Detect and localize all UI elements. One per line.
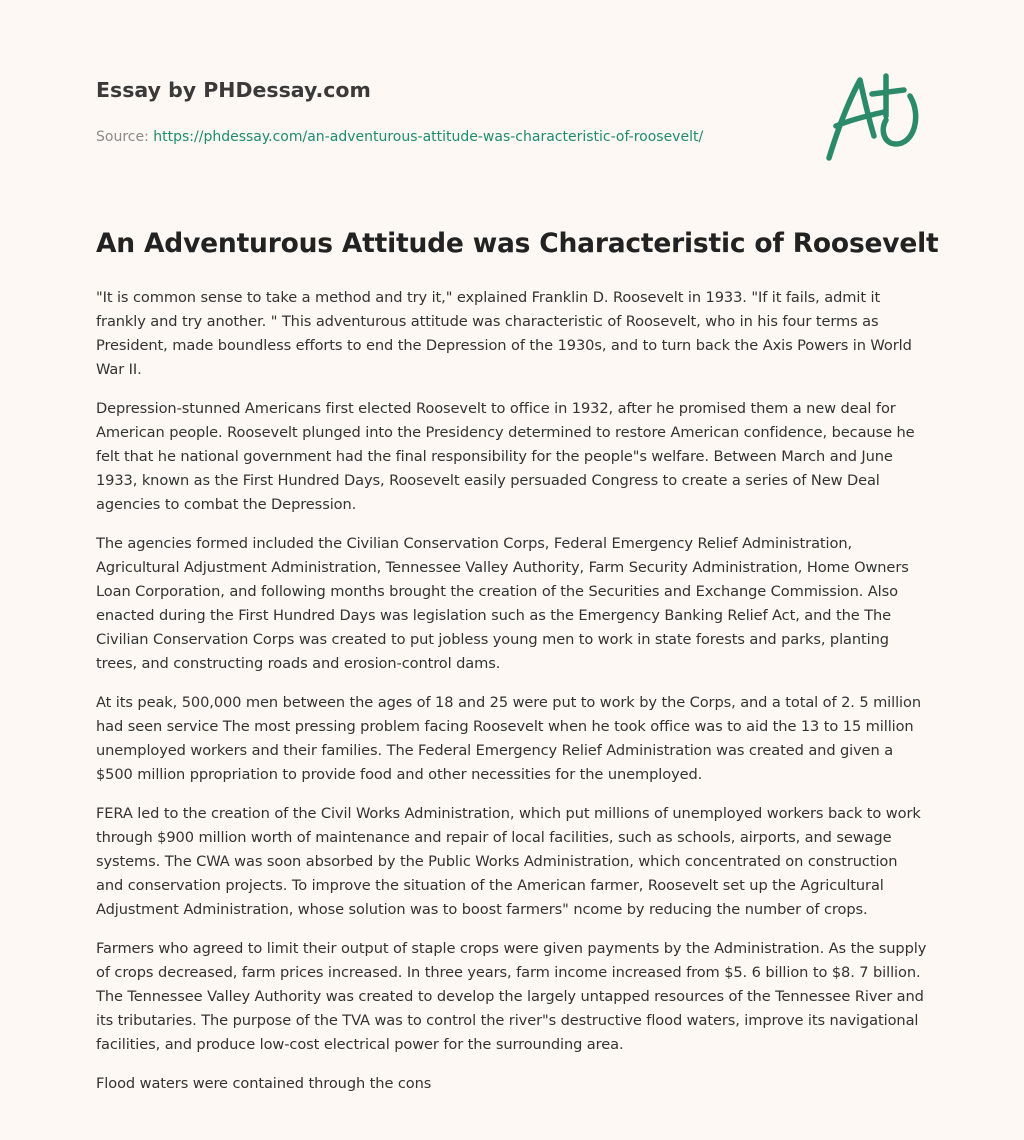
- source-line: [96, 127, 796, 147]
- document-header: [96, 76, 796, 147]
- site-title: Essay by PHDessay.com: [96, 78, 371, 102]
- essay-body: [96, 286, 928, 1111]
- essay-paragraph: "It is common sense to take a method and try it," explained Franklin D. Roosevelt in 1933. "If it fails, admit it frankly and try another. " This adventurous attitude was characteristic of Roosevelt, who in his four terms as President, made boundless efforts to end the Depression of the 1930s, and to turn back the Axis Powers in World War II.: [96, 289, 912, 378]
- essay-paragraph: FERA led to the creation of the Civil Works Administration, which put millions of unemployed workers back to work through $900 million worth of maintenance and repair of local facilities, such as schools, airports, and sewage systems. The CWA was soon absorbed by the Public Works Administration, which concentrated on construction and conservation projects. To improve the situation of the American farmer, Roosevelt set up the Agricultural Adjustment Administration, whose solution was to boost farmers" ncome by reducing the number of crops.: [96, 805, 921, 918]
- essay-paragraph: At its peak, 500,000 men between the ages of 18 and 25 were put to work by the Corps, and a total of 2. 5 million had seen service The most pressing problem facing Roosevelt when he took office was to aid the 13 to 15 million unemployed workers and their families. The Federal Emergency Relief Administration was created and given a $500 million ppropriation to provide food and other necessities for the unemployed.: [96, 694, 921, 783]
- essay-paragraph: The agencies formed included the Civilian Conservation Corps, Federal Emergency Relief Administration, Agricultural Adjustment Administration, Tennessee Valley Authority, Farm Security Administration, Home Owners Loan Corporation, and following months brought the creation of the Securities and Exchange Commission. Also enacted during the First Hundred Days was legislation such as the Emergency Banking Relief Act, and the The Civilian Conservation Corps was created to put jobless young men to work in state forests and parks, planting trees, and constructing roads and erosion-control dams.: [96, 535, 909, 672]
- a-plus-logo-svg: [822, 66, 926, 164]
- essay-title: An Adventurous Attitude was Characteristic of Roosevelt: [96, 228, 939, 259]
- essay-paragraph: Depression-stunned Americans first elected Roosevelt to office in 1932, after he promised them a new deal for American people. Roosevelt plunged into the Presidency determined to restore American confidence, because he felt that he national government had the final responsibility for the people"s welfare. Between March and June 1933, known as the First Hundred Days, Roosevelt easily persuaded Congress to create a series of New Deal agencies to combat the Depression.: [96, 400, 915, 513]
- essay-paragraph: Flood waters were contained through the cons: [96, 1075, 432, 1092]
- a-plus-logo-icon: [822, 66, 926, 164]
- source-label: Source:: [96, 129, 154, 145]
- source-link[interactable]: https://phdessay.com/an-adventurous-attitude-was-characteristic-of-roosevelt/: [153, 129, 704, 145]
- essay-paragraph: Farmers who agreed to limit their output of staple crops were given payments by the Administration. As the supply of crops decreased, farm prices increased. In three years, farm income increased from $5. 6 billion to $8. 7 billion. The Tennessee Valley Authority was created to develop the largely untapped resources of the Tennessee River and its tributaries. The purpose of the TVA was to control the river"s destructive flood waters, improve its navigational facilities, and produce low-cost electrical power for the surrounding area.: [96, 940, 927, 1053]
